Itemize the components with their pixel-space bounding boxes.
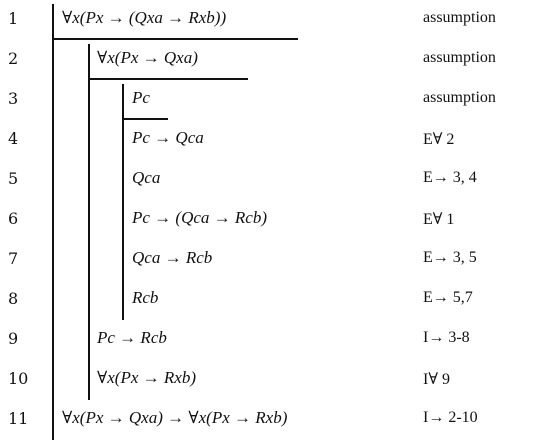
proof-line-6 [0,200,536,240]
line-number: 5 [8,169,19,188]
formula: Qca → Rcb [132,248,213,267]
justification: I∀ 9 [423,371,450,388]
formula: Pc → Rcb [97,328,167,347]
line-number: 2 [8,49,19,68]
line-number: 9 [8,329,19,348]
justification: assumption [423,49,496,66]
proof-line-8 [0,280,536,320]
justification: I→ 2-10 [423,409,478,426]
justification: E→ 3, 5 [423,249,477,266]
line-number: 7 [8,249,19,268]
justification: E→ 3, 4 [423,169,477,186]
justification: assumption [423,9,496,26]
proof-line-10 [0,360,536,400]
proof-line-3 [0,80,536,120]
justification: I→ 3-8 [423,329,470,346]
line-number: 8 [8,289,19,308]
formula: Pc → Qca [132,128,204,147]
formula: ∀x(Px → Rxb) [97,368,196,387]
justification: E∀ 1 [423,211,455,228]
proof-line-1 [0,0,536,40]
formula: ∀x(Px → (Qxa → Rxb)) [62,8,227,27]
formula: Rcb [132,288,159,307]
formula: Qca [132,168,161,187]
formula: ∀x(Px → Qxa) → ∀x(Px → Rxb) [62,408,288,427]
line-number: 1 [8,9,19,28]
line-number: 10 [8,369,29,388]
justification: E∀ 2 [423,131,455,148]
proof-line-4 [0,120,536,160]
justification: assumption [423,89,496,106]
line-number: 6 [8,209,19,228]
proof-line-2 [0,40,536,80]
line-number: 11 [8,409,29,428]
proof-line-5 [0,160,536,200]
justification: E→ 5,7 [423,289,473,306]
line-number: 4 [8,129,19,148]
proof-line-9 [0,320,536,360]
line-number: 3 [8,89,19,108]
formula: Pc [132,88,150,107]
proof-line-11 [0,400,536,440]
formula: ∀x(Px → Qxa) [97,48,198,67]
proof-line-7 [0,240,536,280]
formula: Pc → (Qca → Rcb) [132,208,268,227]
